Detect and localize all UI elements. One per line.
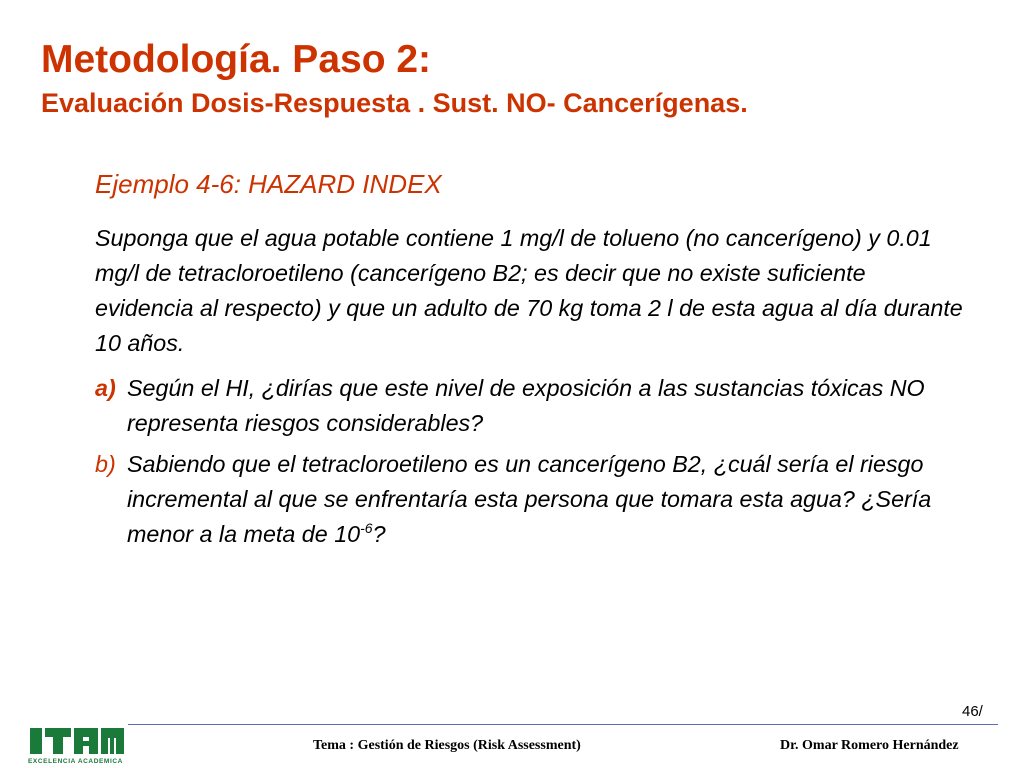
question-b-text: Sabiendo que el tetracloroetileno es un cancerígeno B2, ¿cuál sería el riesgo incremental al que se enfrentaría esta persona que tomara esta agua? ¿Sería menor a la meta de 10	[127, 451, 932, 547]
footer-divider	[128, 724, 998, 725]
problem-paragraph: Suponga que el agua potable contiene 1 mg/l de tolueno (no cancerígeno) y 0.01 mg/l de tetracloroetileno (cancerígeno B2; es decir que no existe suficiente evidencia al respecto) y que un adulto de 70 kg toma 2 l de esta agua al día durante 10 años.	[95, 225, 963, 356]
footer-author: Dr. Omar Romero Hernández	[780, 738, 959, 753]
exponent-superscript: -6	[360, 520, 373, 536]
page-number: 46/	[962, 703, 983, 720]
question-b	[95, 447, 975, 552]
question-a	[95, 371, 975, 441]
question-b-text-block	[127, 447, 975, 552]
slide-subtitle: Evaluación Dosis-Respuesta . Sust. NO- Cancerígenas.	[41, 88, 748, 118]
slide-title: Metodología. Paso 2:	[41, 38, 432, 81]
example-heading: Ejemplo 4-6: HAZARD INDEX	[95, 169, 442, 199]
question-b-text-end: ?	[372, 521, 386, 547]
question-b-label: b)	[95, 451, 116, 477]
question-a-label: a)	[95, 375, 116, 401]
logo-tagline: EXCELENCIA ACADEMICA	[28, 758, 123, 765]
question-a-text: Según el HI, ¿dirías que este nivel de exposición a las sustancias tóxicas NO representa riesgos considerables?	[127, 375, 925, 436]
footer-topic: Tema : Gestión de Riesgos (Risk Assessment)	[313, 738, 581, 753]
